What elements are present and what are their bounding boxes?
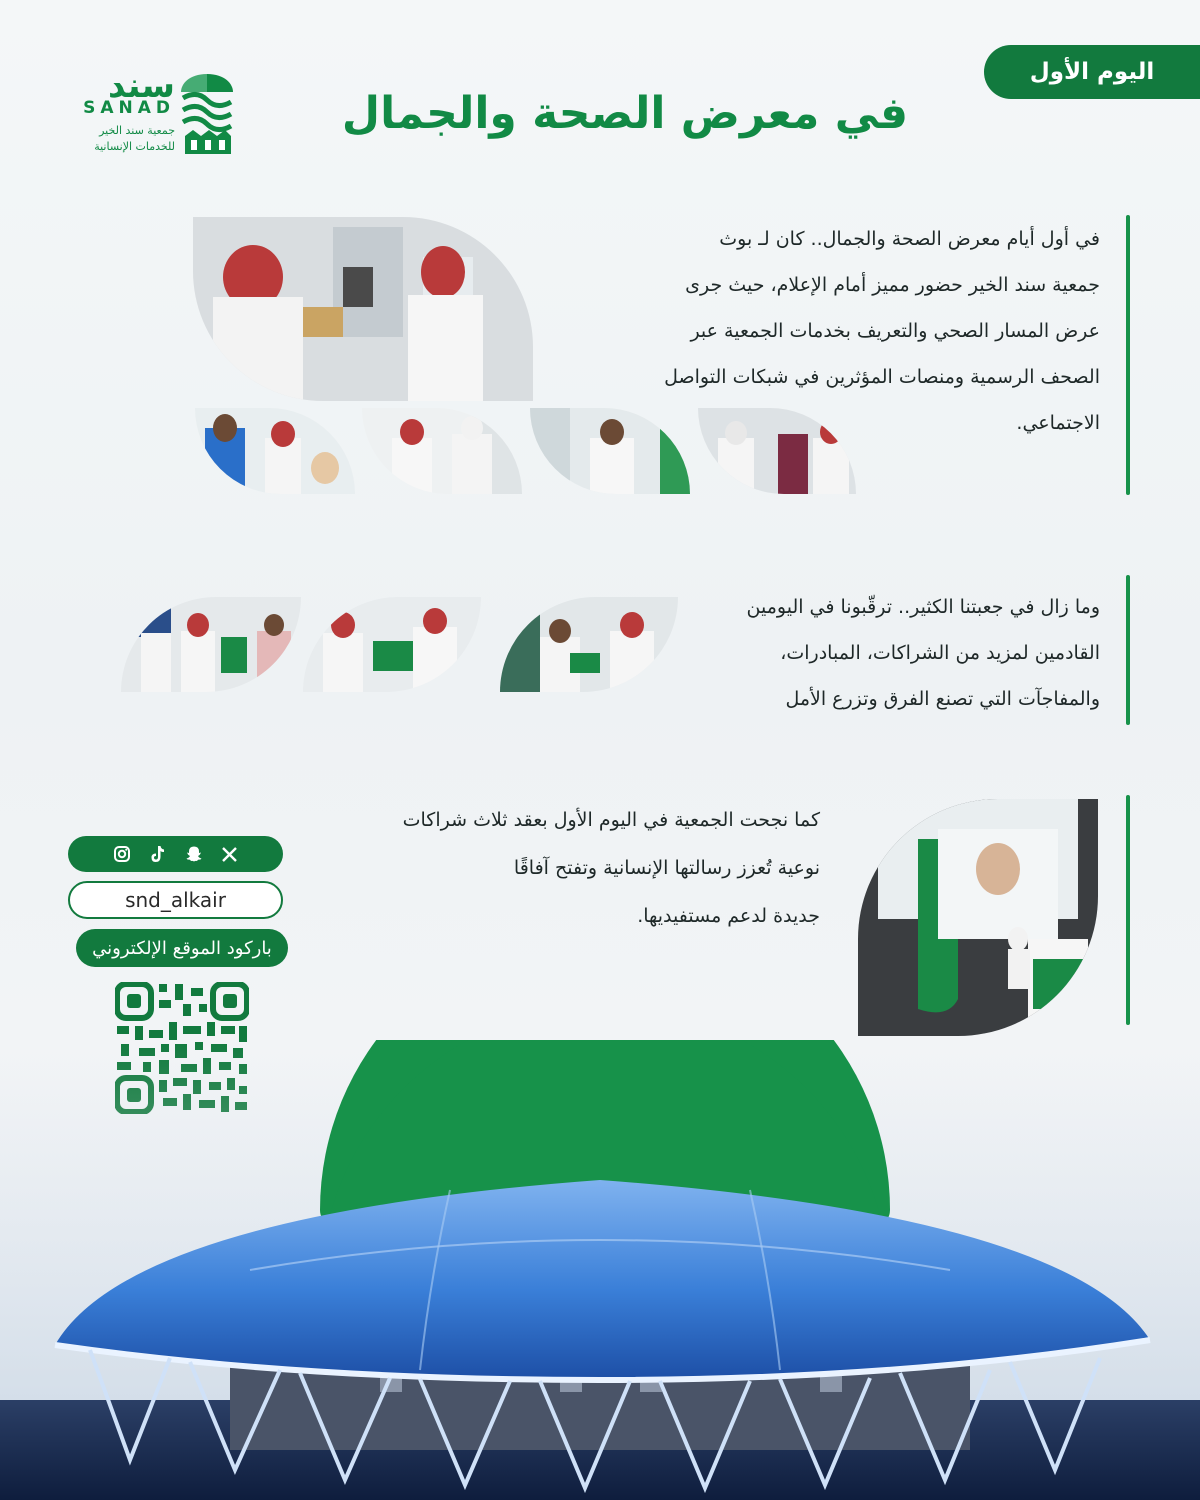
social-handle[interactable]: [68, 881, 283, 919]
x-icon[interactable]: [220, 844, 240, 864]
tiktok-icon[interactable]: [148, 844, 168, 864]
exhibition-dome-illustration: [0, 1040, 1200, 1500]
section-3-text: [300, 796, 820, 940]
qr-label-text: باركود الموقع الإلكتروني: [92, 937, 272, 959]
section-2-line: القادمين لمزيد من الشراكات، المبادرات،: [780, 642, 1100, 664]
section-1-line: جمعية سند الخير حضور مميز أمام الإعلام، حيث جرى: [685, 274, 1100, 296]
section-1-line: عرض المسار الصحي والتعريف بخدمات الجمعية عبر: [690, 320, 1100, 342]
instagram-icon[interactable]: [112, 844, 132, 864]
partnership-photo-2: [303, 597, 481, 692]
section-2-text: [620, 584, 1100, 722]
section-2-line: وما زال في جعبتنا الكثير.. ترقّبونا في اليومين: [746, 596, 1100, 618]
day-badge-label: اليوم الأول: [1029, 59, 1155, 85]
booth-overview-photo: [858, 799, 1098, 1036]
logo-english-name: SANAD: [83, 98, 175, 118]
section-3-line: جديدة لدعم مستفيديها.: [637, 905, 820, 927]
section-1-line: في أول أيام معرض الصحة والجمال.. كان لـ بوث: [719, 228, 1100, 250]
logo-arabic-name: سند: [108, 66, 175, 106]
day-badge: [984, 45, 1200, 99]
partnership-photo-1: [121, 597, 301, 692]
media-interview-photo: [193, 217, 533, 401]
section-1-text: [575, 216, 1100, 446]
section-3-line: نوعية تُعزز رسالتها الإنسانية وتفتح آفاقًا: [513, 857, 820, 879]
section-3-accent-bar: [1126, 795, 1130, 1025]
exhibit-photo-1: [195, 408, 355, 494]
sanad-logo: [55, 66, 245, 160]
section-1-line: الصحف الرسمية ومنصات المؤثرين في شبكات التواصل: [664, 366, 1100, 388]
qr-label: [76, 929, 288, 967]
exhibit-photo-2: [362, 408, 522, 494]
logo-mark-icon: [177, 70, 237, 158]
social-handle-text: snd_alkair: [125, 888, 226, 912]
section-2-line: والمفاجآت التي تصنع الفرق وتزرع الأمل: [785, 688, 1100, 710]
logo-subtitle-2: للخدمات الإنسانية: [94, 140, 175, 153]
logo-subtitle-1: جمعية سند الخير: [99, 124, 175, 137]
social-icons-bar: [68, 836, 283, 872]
section-1-accent-bar: [1126, 215, 1130, 495]
page-title: في معرض الصحة والجمال: [341, 88, 909, 139]
section-3-line: كما نجحت الجمعية في اليوم الأول بعقد ثلاث شراكات: [402, 809, 820, 831]
section-1-line: الاجتماعي.: [1016, 412, 1100, 434]
snapchat-icon[interactable]: [184, 844, 204, 864]
section-2-accent-bar: [1126, 575, 1130, 725]
